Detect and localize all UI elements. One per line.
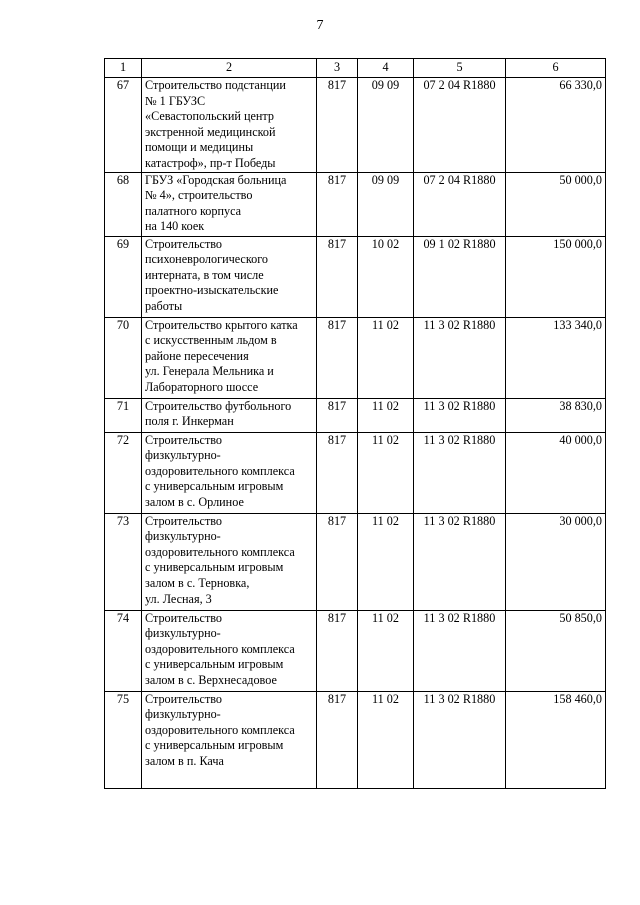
department-code-cell: 817	[317, 432, 358, 513]
table-row	[105, 691, 606, 788]
description-line: оздоровительного комплекса	[145, 463, 295, 478]
amount-cell: 150 000,0	[506, 236, 606, 317]
department-code-cell: 817	[317, 513, 358, 610]
department-code-cell: 817	[317, 78, 358, 173]
table-row	[105, 236, 606, 317]
target-article-cell: 09 1 02 R1880	[414, 236, 506, 317]
row-number-cell: 75	[105, 691, 142, 788]
table-row	[105, 513, 606, 610]
table-body	[105, 78, 606, 789]
description-line: физкультурно-	[145, 529, 221, 544]
section-code-cell: 11 02	[358, 317, 414, 398]
section-code-cell: 11 02	[358, 513, 414, 610]
section-code-cell: 11 02	[358, 398, 414, 432]
description-line: катастроф», пр-т Победы	[145, 155, 276, 170]
target-article-cell: 11 3 02 R1880	[414, 398, 506, 432]
description-line: № 4», строительство	[145, 188, 253, 203]
description-line: оздоровительного комплекса	[145, 544, 295, 559]
row-number-cell: 67	[105, 78, 142, 173]
target-article-cell: 11 3 02 R1880	[414, 432, 506, 513]
row-number-cell: 73	[105, 513, 142, 610]
department-code-cell: 817	[317, 398, 358, 432]
description-line: интерната, в том числе	[145, 267, 264, 282]
description-line: с универсальным игровым	[145, 560, 284, 575]
description-line: Строительство	[145, 513, 223, 528]
table-row	[105, 398, 606, 432]
description-line: на 140 коек	[145, 219, 205, 234]
row-number-cell: 68	[105, 172, 142, 236]
description-line: палатного корпуса	[145, 203, 242, 218]
description-line: залом в с. Верхнесадовое	[145, 672, 277, 687]
column-header: 5	[414, 59, 506, 78]
description-line: с искусственным льдом в	[145, 333, 277, 348]
description-line: оздоровительного комплекса	[145, 722, 295, 737]
target-article-cell: 11 3 02 R1880	[414, 317, 506, 398]
description-line: с универсальным игровым	[145, 479, 284, 494]
description-line: Строительство	[145, 691, 223, 706]
description-cell	[142, 78, 317, 173]
table-row	[105, 78, 606, 173]
target-article-cell: 11 3 02 R1880	[414, 610, 506, 691]
page-number: 7	[316, 18, 324, 33]
description-line: психоневрологического	[145, 252, 269, 267]
table-header-row	[105, 59, 606, 78]
description-line: физкультурно-	[145, 448, 221, 463]
description-cell	[142, 317, 317, 398]
row-number-cell: 72	[105, 432, 142, 513]
amount-cell: 30 000,0	[506, 513, 606, 610]
description-line: «Севастопольский центр	[145, 109, 274, 124]
description-line: Лабораторного шоссе	[145, 379, 259, 394]
description-line: ул. Лесная, 3	[145, 591, 212, 606]
description-cell	[142, 513, 317, 610]
department-code-cell: 817	[317, 691, 358, 788]
table-row	[105, 317, 606, 398]
description-line: залом в с. Терновка,	[145, 575, 250, 590]
department-code-cell: 817	[317, 172, 358, 236]
description-line: Строительство	[145, 432, 223, 447]
column-header: 6	[506, 59, 606, 78]
section-code-cell: 11 02	[358, 432, 414, 513]
description-line: с универсальным игровым	[145, 738, 284, 753]
amount-cell: 50 000,0	[506, 172, 606, 236]
column-header: 1	[105, 59, 142, 78]
budget-table	[104, 58, 606, 789]
section-code-cell: 09 09	[358, 172, 414, 236]
description-line: физкультурно-	[145, 626, 221, 641]
amount-cell: 66 330,0	[506, 78, 606, 173]
description-line: Строительство	[145, 236, 223, 251]
description-line: работы	[145, 298, 183, 313]
description-line: с универсальным игровым	[145, 657, 284, 672]
description-cell	[142, 691, 317, 788]
description-line: Строительство подстанции	[145, 78, 286, 92]
target-article-cell: 11 3 02 R1880	[414, 691, 506, 788]
description-line: Строительство	[145, 610, 223, 625]
amount-cell: 158 460,0	[506, 691, 606, 788]
section-code-cell: 10 02	[358, 236, 414, 317]
description-cell	[142, 398, 317, 432]
description-line: Строительство футбольного	[145, 398, 292, 413]
description-cell	[142, 432, 317, 513]
description-line: залом в п. Кача	[145, 753, 224, 768]
amount-cell: 38 830,0	[506, 398, 606, 432]
section-code-cell: 11 02	[358, 610, 414, 691]
table-row	[105, 610, 606, 691]
description-line: проектно-изыскательские	[145, 283, 279, 298]
column-header: 2	[142, 59, 317, 78]
description-cell	[142, 172, 317, 236]
row-number-cell: 74	[105, 610, 142, 691]
description-line: экстренной медицинской	[145, 124, 276, 139]
description-cell	[142, 236, 317, 317]
description-line: № 1 ГБУЗС	[145, 93, 206, 108]
table-row	[105, 172, 606, 236]
table-row	[105, 432, 606, 513]
description-line: ул. Генерала Мельника и	[145, 364, 274, 379]
department-code-cell: 817	[317, 610, 358, 691]
amount-cell: 133 340,0	[506, 317, 606, 398]
description-line: оздоровительного комплекса	[145, 641, 295, 656]
column-header: 4	[358, 59, 414, 78]
row-number-cell: 70	[105, 317, 142, 398]
description-line: физкультурно-	[145, 707, 221, 722]
department-code-cell: 817	[317, 317, 358, 398]
row-number-cell: 71	[105, 398, 142, 432]
description-line: районе пересечения	[145, 348, 249, 363]
section-code-cell: 11 02	[358, 691, 414, 788]
target-article-cell: 07 2 04 R1880	[414, 172, 506, 236]
amount-cell: 40 000,0	[506, 432, 606, 513]
target-article-cell: 11 3 02 R1880	[414, 513, 506, 610]
description-line: поля г. Инкерман	[145, 414, 234, 429]
column-header: 3	[317, 59, 358, 78]
description-cell	[142, 610, 317, 691]
description-line: залом в с. Орлиное	[145, 494, 244, 509]
target-article-cell: 07 2 04 R1880	[414, 78, 506, 173]
description-line: помощи и медицины	[145, 140, 254, 155]
amount-cell: 50 850,0	[506, 610, 606, 691]
description-line: ГБУЗ «Городская больница	[145, 172, 287, 187]
department-code-cell: 817	[317, 236, 358, 317]
description-line: Строительство крытого катка	[145, 317, 298, 332]
section-code-cell: 09 09	[358, 78, 414, 173]
row-number-cell: 69	[105, 236, 142, 317]
